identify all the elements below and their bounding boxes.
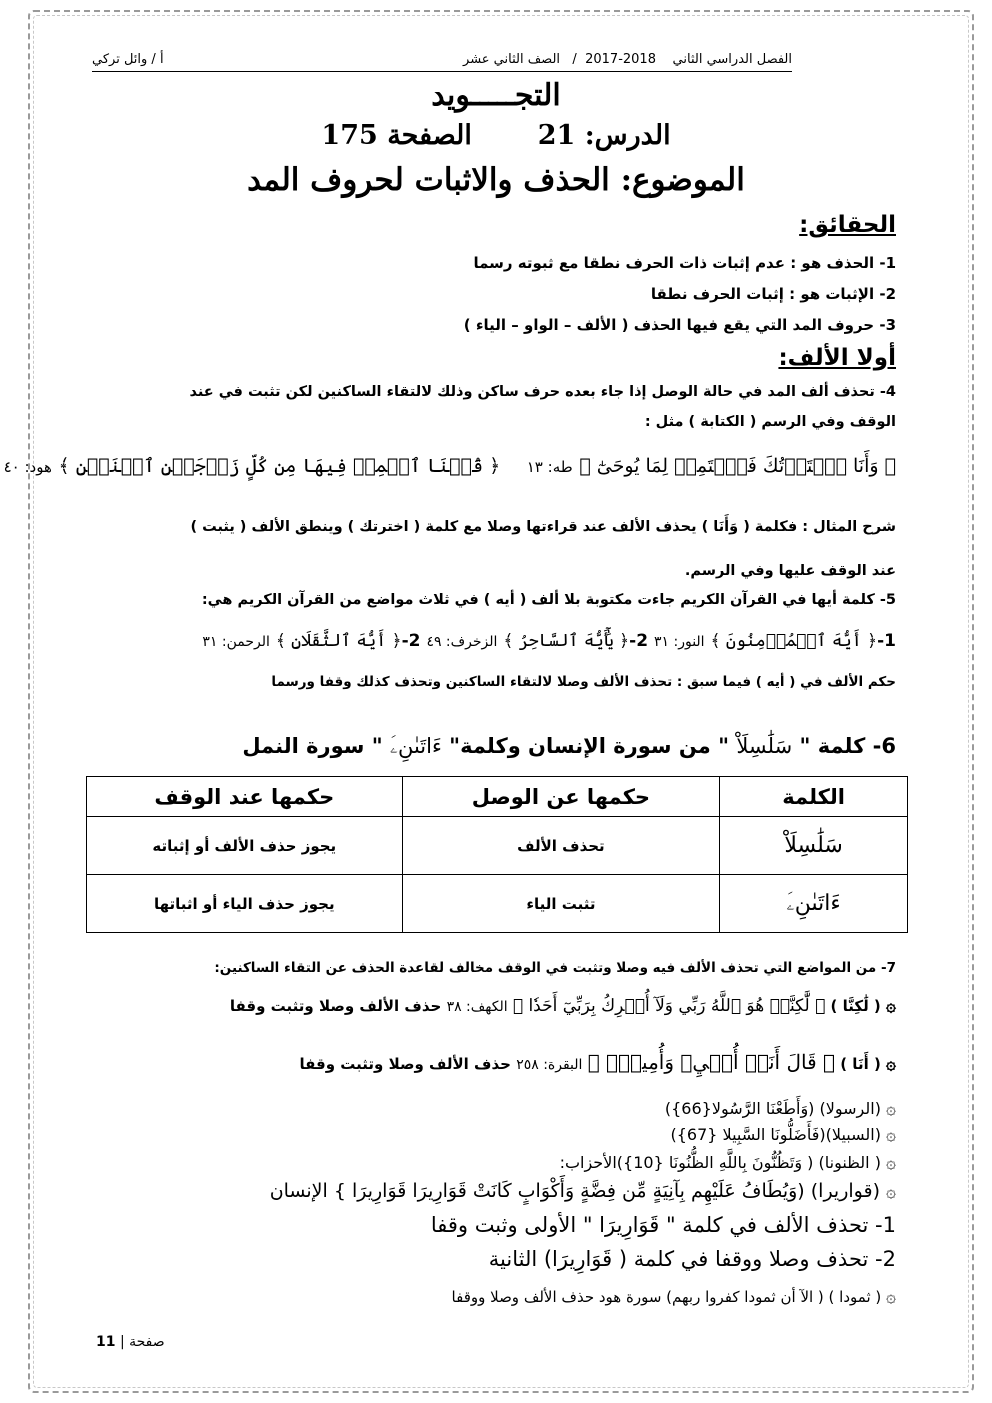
table-cell: تحذف الألف (402, 817, 720, 875)
verse-nur: ﴿ أَيُّهَ ٱلۡمُؤۡمِنُونَ ﴾ (710, 631, 878, 651)
ref-nur: النور: ٣١ (653, 634, 705, 650)
table-row (87, 875, 908, 933)
facts-heading: الحقائق: (799, 212, 896, 238)
qawarira-text: (قواريرا) (وَيُطَافُ عَلَيْهِم بِآنِيَةٍ مِّن فِضَّةٍ وَأَكْوَابٍ كَانَتْ قَوَارِيرَا قَوَارِيرَا } الإنسان (269, 1180, 880, 1202)
section6-word1: سَلَٰسِلَاْ (736, 734, 793, 758)
list-item (665, 1098, 896, 1119)
table-cell: يجوز حذف الياء أو اثباتها (87, 875, 403, 933)
table-cell: يجوز حذف الألف أو إثباته (87, 817, 403, 875)
list-item-text: (السبيلا)(فَأَضَلُّونَا السَّبِيلا {67}) (670, 1125, 881, 1144)
example-verses-4 (4, 455, 896, 477)
table-cell-word: ءَاتَىٰنِۦَ (720, 875, 908, 933)
section7-item1 (230, 995, 896, 1016)
header-semester: الفصل الدراسي الثاني (672, 52, 792, 67)
verse-kahf: ﴿ لَّٰكِنَّا۠ هُوَ ٱللَّهُ رَبِّي وَلَآ أُشۡرِكُ بِرَبِّيٓ أَحَدٗا ﴾ (512, 996, 826, 1016)
ref-taha: طه: ١٣ (526, 458, 573, 476)
flower-ornament-icon: ۞ (886, 1287, 896, 1307)
ref-kahf: الكهف: ٣٨ (446, 999, 508, 1015)
verse-rahman: ﴿ أَيُّهَ ٱلثَّقَلَانِ ﴾ (275, 631, 402, 651)
qawarira-rule1: 1- تحذف الألف في كلمة " قَوَارِيرَا " الأولى وثبت وقفا (430, 1213, 896, 1237)
qawarira-rule2: 2- تحذف وصلا ووقفا في كلمة ( قَوَارِيرَا) الثانية (488, 1247, 896, 1271)
item1-word: ( لَٰكِنَّا ) (830, 997, 881, 1015)
header-grade: الصف الثاني عشر (463, 52, 561, 67)
rule5-text: 5- كلمة أيها في القرآن الكريم جاءت مكتوبة بلا ألف ( أيه ) في ثلاث مواضع من القرآن الكريم هي: (201, 592, 896, 608)
rules-table (86, 776, 908, 933)
table-header-row (87, 777, 908, 817)
page-title: التجـــــويد (431, 78, 561, 113)
table-header: الكلمة (720, 777, 908, 817)
topic-title: الموضوع: الحذف والاثبات لحروف المد (247, 162, 745, 198)
ref-hud: هود: ٤٠ (3, 458, 52, 476)
item1-rule: حذف الألف وصلا وتثبت وقفا (229, 997, 442, 1015)
thamud-line (452, 1286, 896, 1307)
page-label: الصفحة (387, 120, 472, 151)
header-info: الفصل الدراسي الثاني 2018-2017 / الصف الثاني عشر (463, 52, 792, 67)
list-item (670, 1124, 896, 1145)
ex5-num: 1- (877, 631, 896, 651)
flower-ornament-icon: ۞ (886, 1099, 896, 1119)
verse-taha: ﴿ وَأَنَا ٱخۡتَرۡتُكَ فَٱسۡتَمِعۡ لِمَا يُوحَىٰٓ ﴾ (579, 455, 896, 477)
lesson-number: 21 (537, 120, 576, 151)
qawarira-line (270, 1180, 896, 1202)
flower-ornament-icon: ۞ (886, 1153, 896, 1173)
section6-heading-a: 6- كلمة " (799, 734, 896, 758)
table-cell: تثبت الياء (402, 875, 720, 933)
ex5-num: 2- (401, 631, 421, 651)
page-header (92, 52, 792, 72)
rule5-ruling: حكم الألف في ( أيه ) فيما سبق : تحذف الألف وصلا لالتقاء الساكنين وتحذف كذلك وقفا ورسما (271, 674, 896, 690)
list-item (560, 1152, 896, 1173)
flower-ornament-icon: ۞ (886, 1054, 896, 1074)
flower-ornament-icon: ۞ (886, 1125, 896, 1145)
section7-heading: 7- من المواضع التي تحذف الألف فيه وصلا وتثبت في الوقف مخالف لقاعدة الحذف عن التقاء الساكنين: (214, 960, 896, 976)
verse-baqarah: ﴿ قَالَ أَنَا۠ أُحۡيِۦ وَأُمِيتُۖ ﴾ (587, 1050, 835, 1074)
header-year: 2018-2017 (585, 52, 656, 67)
flower-ornament-icon: ۞ (886, 1182, 896, 1202)
header-author: أ / وائل تركي (92, 52, 164, 67)
rule4-line1: 4- تحذف ألف المد في حالة الوصل إذا جاء بعده حرف ساكن وذلك لالتقاء الساكنين لكن تثبت في عند (189, 384, 896, 400)
page-number: 175 (321, 120, 378, 151)
section6-word2: ءَاتَىٰنِۦَ (389, 734, 442, 758)
section7-item2 (299, 1050, 896, 1074)
alef-heading: أولا الألف: (778, 345, 896, 371)
page-footer (96, 1334, 165, 1350)
section6-heading (242, 734, 896, 759)
example-verses-5 (202, 630, 896, 651)
list-item-text: (الرسولا) (وَأَطَعْنَا الرَّسُولا{66}) (664, 1099, 881, 1118)
section6-heading-c: " سورة النمل (242, 734, 383, 758)
explain-line2: عند الوقف عليها وفي الرسم. (684, 563, 896, 579)
list-item-text: ( الظنونا) ( وَتَظُنُّونَ بِاللَّهِ الظُّنُونَا {10})الأحزاب: (559, 1153, 881, 1172)
flower-ornament-icon: ۞ (886, 996, 896, 1016)
lesson-label: الدرس: (584, 120, 671, 151)
verse-zukhruf: ﴿ يَٰٓأَيُّهَ ٱلسَّاحِرُ ﴾ (503, 631, 630, 651)
verse-hud: ﴿ قُلۡنَا ٱحۡمِلۡ فِيهَا مِن كُلٍّ زَوۡجَيۡنِ ٱثۡنَيۡنِ ﴾ (58, 455, 501, 477)
ex5-num: 2- (629, 631, 649, 651)
rule4-line2: الوقف وفي الرسم ( الكتابة ) مثل : (644, 414, 896, 430)
item2-rule: حذف الألف وصلا وتثبت وقفا (299, 1055, 511, 1073)
thamud-text: ( ثمودا ) ( الآ أن ثمودا كفروا ربهم) سورة هود حذف الألف وصلا ووقفا (451, 1288, 882, 1306)
table-header: حكمها عن الوصل (402, 777, 720, 817)
footer-page-number: 11 (96, 1334, 116, 1350)
ref-baqarah: البقرة: ٢٥٨ (516, 1057, 583, 1073)
item2-word: ( أَنَا ) (840, 1055, 881, 1073)
explain-line1: شرح المثال : فكلمة ( وَأَنَا ) يحذف الألف عند قراءتها وصلا مع كلمة ( اخترتك ) وينطق الألف ( يثبت ) (190, 519, 896, 535)
table-header: حكمها عند الوقف (87, 777, 403, 817)
fact-item: 2- الإثبات هو : إثبات الحرف نطقا (650, 285, 896, 303)
fact-item: 3- حروف المد التي يقع فيها الحذف ( الألف – الواو – الياء ) (463, 316, 896, 334)
fact-item: 1- الحذف هو : عدم إثبات ذات الحرف نطقا مع ثبوته رسما (473, 254, 896, 272)
ref-rahman: الرحمن: ٣١ (202, 634, 270, 650)
lesson-line (0, 120, 992, 151)
footer-label: صفحة (129, 1334, 165, 1350)
table-row (87, 817, 908, 875)
ref-zukhruf: الزخرف: ٤٩ (426, 634, 498, 650)
section6-heading-b: " من سورة الإنسان وكلمة" (449, 734, 730, 758)
table-cell-word: سَلَٰسِلَاْ (720, 817, 908, 875)
footer-separator: | (119, 1334, 125, 1350)
